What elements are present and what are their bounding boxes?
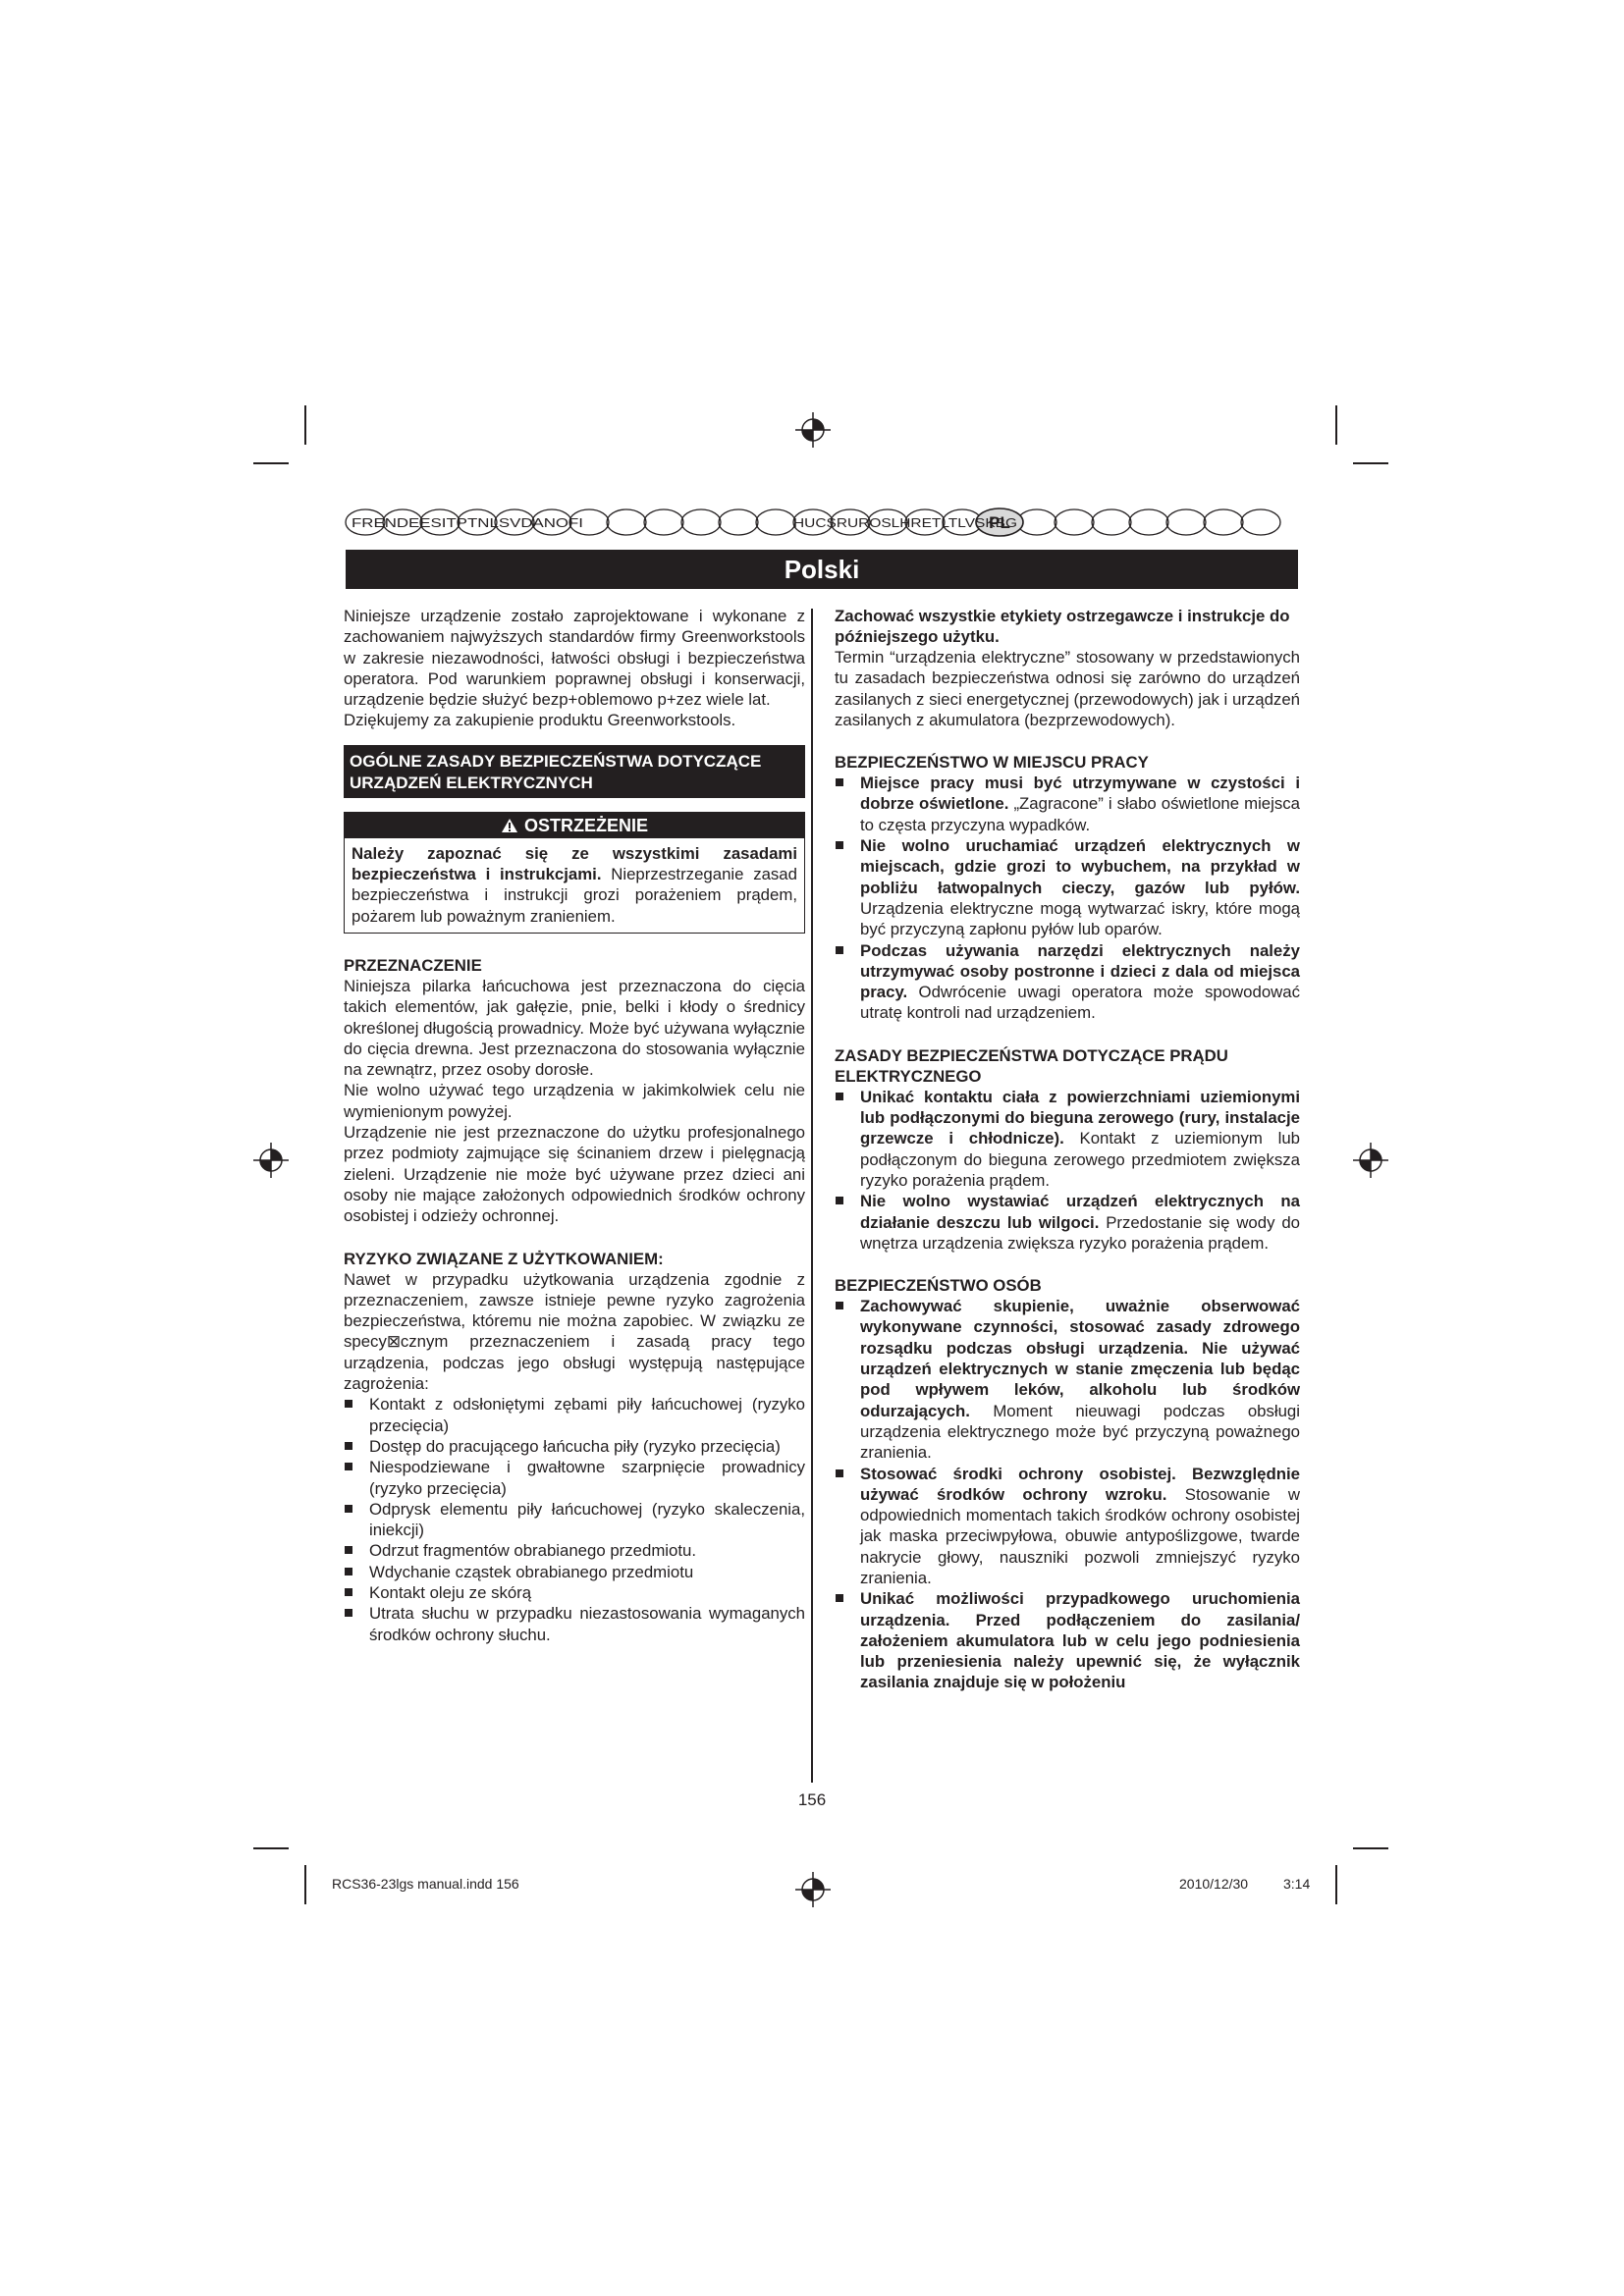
crop-mark: [304, 405, 306, 445]
left-column: [344, 606, 805, 1645]
risk-list: [344, 1394, 805, 1645]
list-item: Kontakt oleju ze skórą: [344, 1582, 805, 1603]
warning-triangle-icon: [501, 818, 518, 833]
language-codes-right: HUCSRUROSLHRETLTLVSKBG: [793, 515, 1017, 530]
workplace-list: [835, 773, 1300, 1024]
list-item: Wdychanie cząstek obrabianego przedmiotu: [344, 1562, 805, 1582]
thanks-paragraph: Dziękujemy za zakupienie produktu Greenworkstools.: [344, 711, 736, 730]
crop-mark: [1353, 462, 1388, 464]
crop-mark: [1335, 405, 1337, 445]
list-item: Odprysk elementu piły łańcuchowej (ryzyko skaleczenia, iniekcji): [344, 1499, 805, 1541]
keep-instructions-heading: Zachować wszystkie etykiety ostrzegawcze i instrukcje do późniejszego użytku.: [835, 607, 1290, 646]
warning-body: [345, 838, 804, 933]
crop-mark: [304, 1865, 306, 1904]
registration-mark-icon: [253, 1143, 289, 1178]
risk-heading: RYZYKO ZWIĄZANE Z UŻYTKOWANIEM:: [344, 1249, 664, 1268]
list-item: Unikać możliwości przypadkowego uruchomienia urządzenia. Przed podłączeniem do zasilania/ założeniem akumulatora lub w celu jego podniesienia lub przeniesienia należy upewnić się, że wyłącznik zasilania znajduje się w położeniu: [835, 1588, 1300, 1692]
crop-mark: [1353, 1847, 1388, 1849]
personal-safety-list: [835, 1296, 1300, 1693]
purpose-paragraph: Niniejsza pilarka łańcuchowa jest przeznaczona do cięcia takich elementów, jak gałęzie, pnie, belki i kłody o średnicy określonej długością prowadnicy. Może być używana wyłącznie do cięcia drewna. Jest przeznaczona do stosowania wyłącznie na zewnątrz, przez osoby dorosłe.: [344, 976, 805, 1080]
registration-mark-icon: [1353, 1143, 1388, 1178]
list-item: Zachowywać skupienie, uważnie obserwować wykonywane czynności, stosować zasady zdrowego rozsądku podczas obsługi urządzenia. Nie używać urządzeń elektrycznych w stanie zmęczenia lub będąc pod wpływem leków, alkoholu lub środków odurzających. Moment nieuwagi podczas obsługi urządzenia elektrycznego może być przyczyną poważnego zranienia.: [835, 1296, 1300, 1463]
workplace-heading: BEZPIECZEŃSTWO W MIEJSCU PRACY: [835, 753, 1149, 773]
list-item: Kontakt z odsłoniętymi zębami piły łańcuchowej (ryzyko przecięcia): [344, 1394, 805, 1436]
term-paragraph: Termin “urządzenia elektryczne” stosowany w przedstawionych tu zasadach bezpieczeństwa odnosi się zarówno do urządzeń zasilanych z sieci energetycznej (przewodowych) jak i urządzeń zasilanych z akumulatora (bezprzewodowych).: [835, 648, 1300, 729]
purpose-paragraph: Urządzenie nie jest przeznaczone do użytku profesjonalnego przez podmioty zajmujące się ścinaniem drzew i pielęgnacją zieleni. Urządzenie nie może być używane przez dzieci ani osoby nie mające założonych odpowiednich środków ochrony osobistej i odzieży ochronnej.: [344, 1123, 805, 1226]
language-codes-left: FRENDEESITPTNLSVDANOFI: [352, 515, 583, 530]
registration-mark-icon: [795, 1872, 831, 1907]
crop-mark: [253, 1847, 289, 1849]
list-item: Niespodziewane i gwałtowne szarpnięcie prowadnicy (ryzyko przecięcia): [344, 1457, 805, 1499]
page-title: Polski: [784, 555, 860, 584]
purpose-paragraph: Nie wolno używać tego urządzenia w jakimkolwiek celu nie wymienionym powyżej.: [344, 1081, 805, 1121]
column-divider: [811, 609, 813, 1783]
list-item: Dostęp do pracującego łańcucha piły (ryzyko przecięcia): [344, 1436, 805, 1457]
list-item: Nie wolno uruchamiać urządzeń elektrycznych w miejscach, gdzie grozi to wybuchem, na przykład w pobliżu łatwopalnych cieczy, gazów lub pyłów. Urządzenia elektryczne mogą wytwarzać iskry, które mogą być przyczyną zapłonu pyłów lub oparów.: [835, 835, 1300, 939]
list-item: Unikać kontaktu ciała z powierzchniami uziemionymi lub podłączonymi do bieguna zerowego (rury, instalacje grzewcze i chłodnicze). Kontakt z uziemionym lub podłączonym do bieguna zerowego przedmiotem zwiększa ryzyko porażenia prądem.: [835, 1087, 1300, 1191]
electrical-heading: ZASADY BEZPIECZEŃSTWA DOTYCZĄCE PRĄDU ELEKTRYCZNEGO: [835, 1045, 1228, 1086]
registration-mark-icon: [795, 412, 831, 448]
warning-title: OSTRZEŻENIE: [523, 815, 648, 835]
purpose-heading: PRZEZNACZENIE: [344, 955, 482, 975]
footer-file-name: RCS36-23lgs manual.indd 156: [332, 1876, 519, 1892]
warning-box: [344, 812, 805, 934]
crop-mark: [253, 462, 289, 464]
list-item: Utrata słuchu w przypadku niezastosowania wymaganych środków ochrony słuchu.: [344, 1603, 805, 1645]
footer-date: 2010/12/30: [1179, 1876, 1249, 1892]
active-language-tab: PL: [989, 513, 1010, 532]
warning-text: Nieprzestrzeganie zasad bezpieczeństwa i instrukcji grozi porażeniem prądem, pożarem lub poważnym zranieniem.: [352, 865, 797, 926]
list-item: Nie wolno wystawiać urządzeń elektrycznych na działanie deszczu lub wilgoci. Przedostanie się wody do wnętrza urządzenia zwiększa ryzyko porażenia prądem.: [835, 1191, 1300, 1254]
list-item: Miejsce pracy musi być utrzymywane w czystości i dobrze oświetlone. „Zagracone” i słabo oświetlone miejsca to częsta przyczyna wypadków.: [835, 773, 1300, 835]
list-item: Odrzut fragmentów obrabianego przedmiotu.: [344, 1540, 805, 1561]
warning-header: [345, 813, 804, 838]
footer-time: 3:14: [1283, 1876, 1311, 1892]
page-title-bar: [346, 550, 1298, 589]
warning-bold-text: Należy zapoznać się ze wszystkimi zasadami bezpieczeństwa i instrukcjami.: [352, 843, 797, 884]
list-item: Podczas używania narzędzi elektrycznych należy utrzymywać osoby postronne i dzieci z dala od miejsca pracy. Odwrócenie uwagi operatora może spowodować utratę kontroli nad urządzeniem.: [835, 940, 1300, 1024]
personal-safety-heading: BEZPIECZEŃSTWO OSÓB: [835, 1276, 1042, 1296]
intro-paragraph: Niniejsze urządzenie zostało zaprojektowane i wykonane z zachowaniem najwyższych standardów firmy Greenworkstools w zakresie niezawodności, łatwości obsługi i bezpieczeństwa operatora. Pod warunkiem poprawnej obsługi i konserwacji, urządzenie będzie służyć bezp+oblemowo p+zez wiele lat.: [344, 607, 805, 710]
crop-mark: [1335, 1865, 1337, 1904]
risk-paragraph: Nawet w przypadku użytkowania urządzenia zgodnie z przeznaczeniem, zawsze istnieje pewne ryzyko zagrożenia bezpieczeństwa, któremu nie można zapobiec. W związku ze specy⊠cznym przeznaczeniem i zasadą pracy tego urządzenia, podczas jego obsługi występują następujące zagrożenia:: [344, 1269, 805, 1394]
general-safety-heading: OGÓLNE ZASADY BEZPIECZEŃSTWA DOTYCZĄCE URZĄDZEŃ ELEKTRYCZNYCH: [344, 745, 805, 798]
electrical-list: [835, 1087, 1300, 1254]
list-item: Stosować środki ochrony osobistej. Bezwzględnie używać środków ochrony wzroku. Stosowanie w odpowiednich momentach takich środków ochrony osobistej jak maska przeciwpyłowa, obuwie antypoślizgowe, twarde nakrycie głowy, nauszniki pozwoli zmniejszyć ryzyko zranienia.: [835, 1464, 1300, 1589]
right-column: [835, 606, 1300, 1693]
language-tabs: [344, 507, 1300, 537]
page-number: 156: [797, 1790, 827, 1809]
